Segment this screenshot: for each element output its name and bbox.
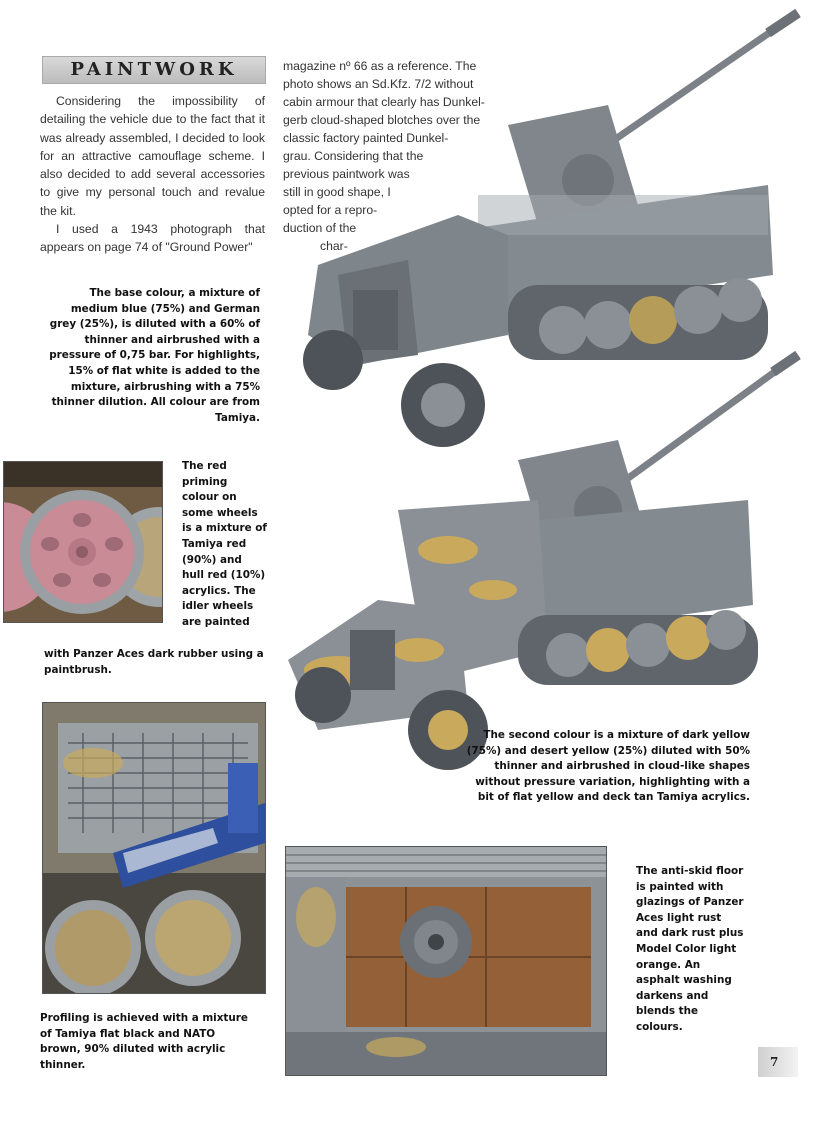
body-line: cabin armour that clearly has Dunkel- — [283, 95, 485, 109]
caption-red-priming-continued: with Panzer Aces dark rubber using a paintbrush. — [44, 648, 264, 676]
page-number: 7 — [758, 1047, 798, 1077]
photo-airbrush-profiling — [42, 702, 266, 994]
body-line: classic factory painted Dunkel- — [283, 131, 449, 145]
photo-camo-vehicle — [278, 350, 803, 780]
body-line: photo shows an Sd.Kfz. 7/2 without — [283, 77, 474, 91]
body-line: magazine nº 66 as a reference. The — [283, 59, 477, 73]
caption-red-priming: The red priming colour on some wheels is a mixture of Tamiya red (90%) and hull red (10%) acrylics. The idler wheels are painted — [182, 460, 267, 628]
body-line: still in good shape, I — [283, 185, 391, 199]
caption-anti-skid: The anti-skid floor is painted with glazings of Panzer Aces light rust and dark rust plus Model Color light orange. An asphalt washing darkens and blends the colours. — [636, 865, 744, 1033]
photo-anti-skid-floor — [285, 846, 607, 1076]
caption-base-colour: The base colour, a mixture of medium blue (75%) and German grey (25%), is diluted with a 60% of thinner and airbrushed with a pressure of 0,75 bar. For highlights, 15% of flat white is added to the mixture, airbrushing with a 75% thinner dilution. All colour are from Tamiya. — [49, 287, 260, 424]
body-line: previous paintwork was — [283, 167, 410, 181]
body-line: gerb cloud-shaped blotches over the — [283, 113, 481, 127]
body-text-column-1 — [40, 92, 265, 257]
body-line: duction of the — [283, 221, 357, 235]
body-paragraph-2: I used a 1943 photograph that appears on page 74 of "Ground Power" — [40, 222, 265, 255]
caption-profiling: Profiling is achieved with a mixture of Tamiya flat black and NATO brown, 90% diluted with acrylic thinner. — [40, 1012, 248, 1071]
body-line: char- — [320, 239, 348, 253]
section-title: PAINTWORK — [42, 56, 266, 84]
photo-red-wheels — [3, 461, 163, 623]
body-line: opted for a repro- — [283, 203, 378, 217]
body-paragraph-1: Considering the impossibility of detailing the vehicle due to the fact that it was already assembled, I decided to look for an attractive camouflage scheme. I also decided to add several accessories to give my personal touch and revalue the kit. — [40, 94, 265, 218]
body-line: grau. Considering that the — [283, 149, 424, 163]
caption-second-colour: The second colour is a mixture of dark yellow (75%) and desert yellow (25%) diluted with 50% thinner and airbrushed in cloud-like shapes without pressure variation, highlighting with a bit of flat yellow and deck tan Tamiya acrylics. — [466, 729, 750, 804]
